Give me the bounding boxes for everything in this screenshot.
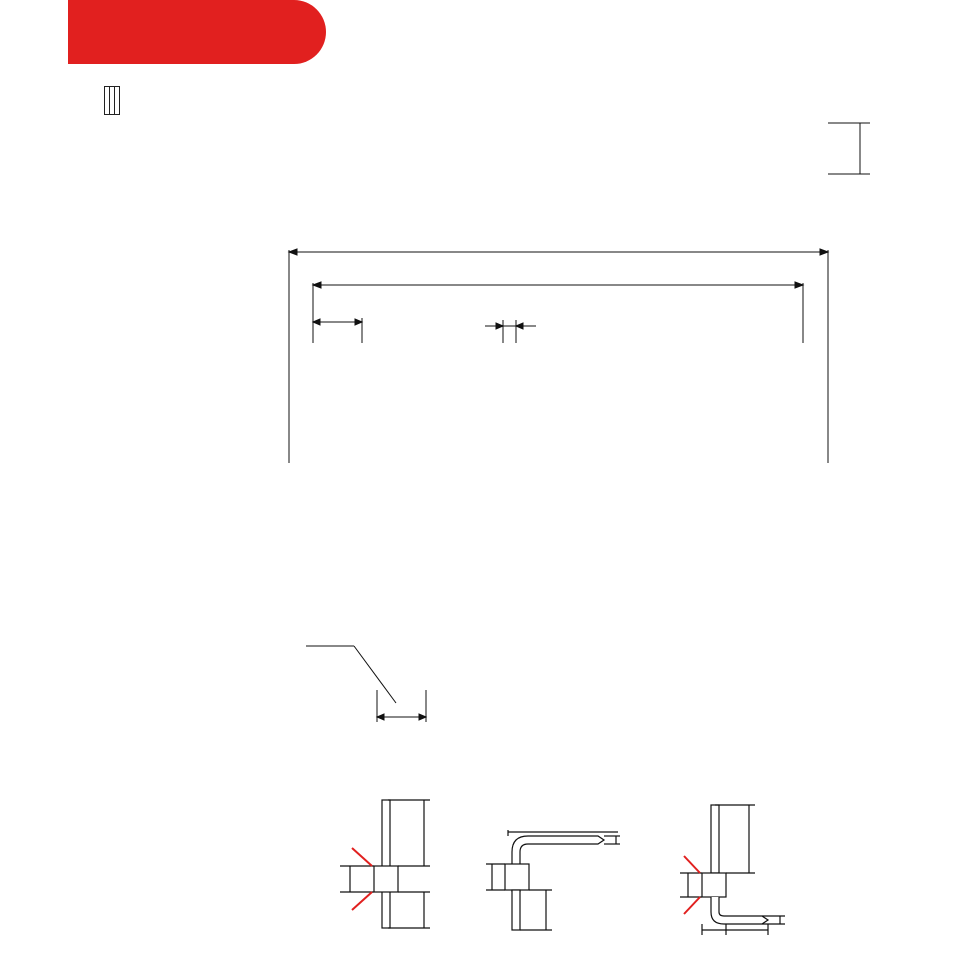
side-view-double [680,805,785,935]
side-view-right-angle [486,830,620,930]
dimension-a [313,282,803,343]
side-view-double-markers [684,856,700,914]
top-height-dimension [828,123,870,174]
side-view-straight-markers [352,848,372,910]
dimension-b [289,249,828,463]
hole-leader [306,646,426,722]
pin-square-dimension [485,320,536,343]
pitch-dimension [313,318,362,343]
